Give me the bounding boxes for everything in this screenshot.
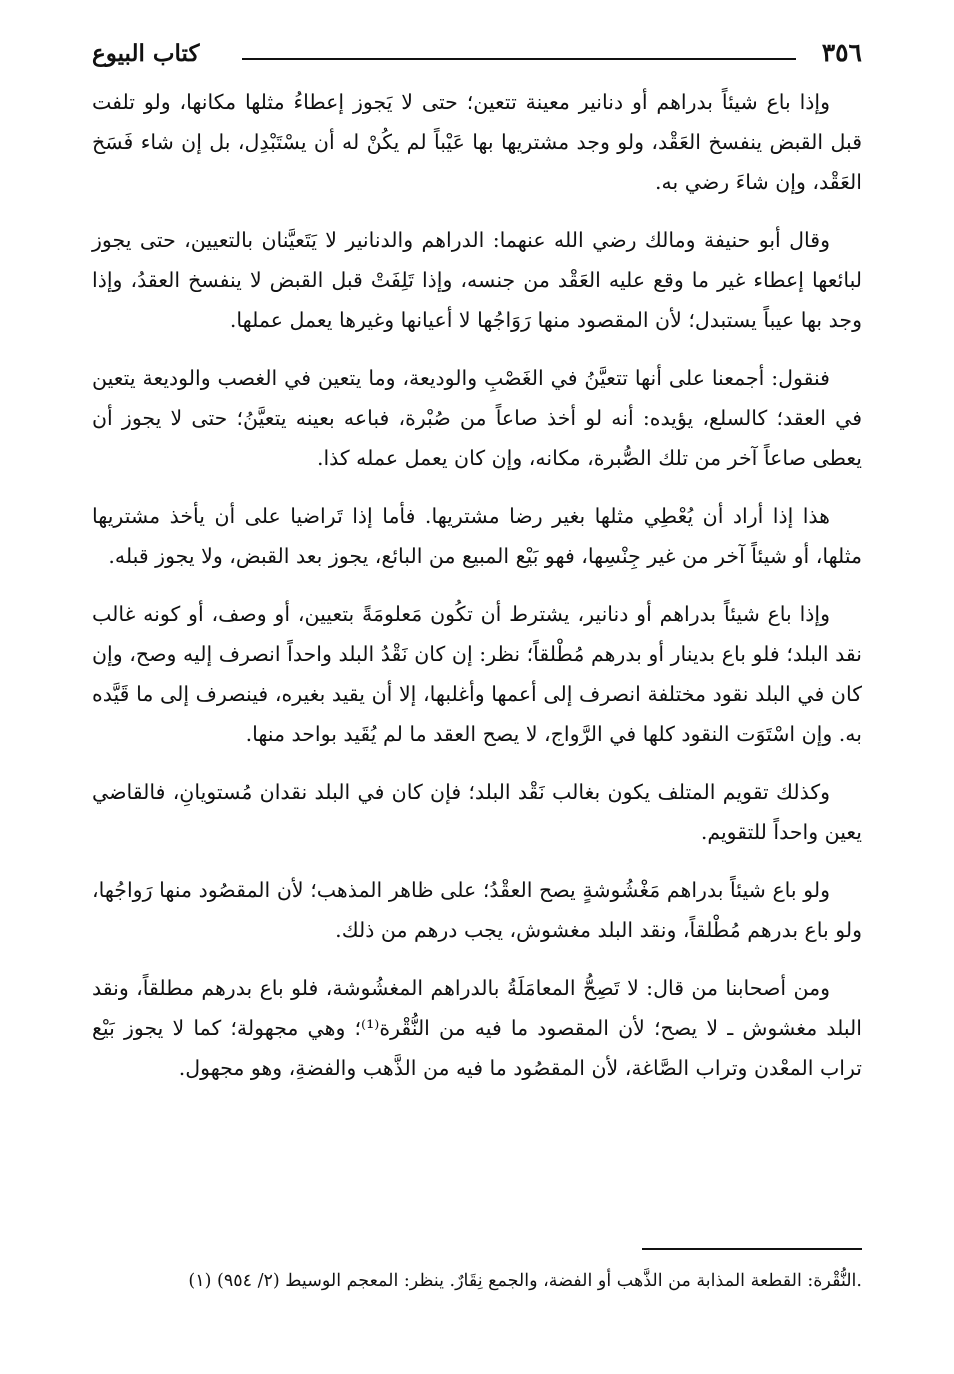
paragraph: ومن أصحابنا من قال: لا تَصِحُّ المعامَلَةُ بالدراهم المغشُوشة، فلو باع بدرهم مطلقاً، ونقد البلد مغشوش ـ لا يصح؛ لأن المقصود ما فيه من النُّقْرة⁽¹⁾؛ وهي مجهولة؛ كما لا يجوز بَيْع تراب المعْدن وتراب الصَّاغة، لأن المقصُود ما فيه من الذَّهب والفضةِ، وهو مجهول. <box>92 976 863 1080</box>
footnote: (١) النُّقْرة: القطعة المذابة من الذَّهب أو الفضة، والجمع نِقَارٌ. ينظر: المعجم الوسيط (٢/ ٩٥٤). <box>188 1271 862 1291</box>
paragraph: وإذا باع شيئاً بدراهم أو دنانير، يشترط أن تكُون مَعلومَةً بتعيين، أو وصف، أو كونه غالب نقد البلد؛ فلو باع بدينار أو بدرهم مُطْلقاً؛ نظر: إن كان نَقْدُ البلد واحداً انصرف إليه وصح، وإن كان في البلد نقود مختلفة انصرف إلى أعمها وأغلبها، إلا أن يقيد بغيره، فينصرف إلى ما قَيَّده به. وإن اسْتَوَت النقود كلها في الرَّواج، لا يصح العقد ما لم يُقَيد بواحد منها. <box>92 602 862 746</box>
header-rule <box>242 58 796 60</box>
paragraph: وقال أبو حنيفة ومالك رضي الله عنهما: الدراهم والدنانير لا يَتَعيَّنان بالتعيين، حتى يجوز لبائعها إعطاء غير ما وقع عليه العَقْد من جنسه، وإذا تَلِفَتْ قبل القبض لا ينفسخ العقدُ، وإذا وجد بها عيباً يستبدل؛ لأن المقصود منها رَوَاجُها لا أعيانها وغيرها يعمل عملها. <box>92 228 862 332</box>
paragraph: فنقول: أجمعنا على أنها تتعيَّنُ في الغَصْبِ والوديعة، وما يتعين في الغصب والوديعة يتعين في العقد؛ كالسلع، يؤيده: أنه لو أخذ صاعاً من صُبْرة، فباعه بعينه يتعيَّنُ؛ حتى لا يجوز أن يعطى صاعاً آخر من تلك الصُّبرة، مكانه، وإن كان يعمل عمله كذا. <box>92 366 862 470</box>
page-number: ٣٥٦ <box>821 38 862 67</box>
paragraph: وإذا باع شيئاً بدراهم أو دنانير معينة تتعين؛ حتى لا يَجوز إعطاءُ مثلها مكانها، ولو تلفت قبل القبض ينفسخ العَقْد، ولو وجد مشتريها بها عَيْباً لم يكُنْ له أن يسْتَبْدِل، بل إن شاء فَسَخ العَقْد، وإن شاءَ رضي به. <box>92 90 862 194</box>
page-header <box>92 36 862 82</box>
paragraph: ولو باع شيئاً بدراهم مَغْشُوشةٍ يصح العقْدُ؛ على ظاهر المذهب؛ لأن المقصُود منها رَواجُها، ولو باع بدرهم مُطْلقاً، ونقد البلد مغشوش، يجب درهم من ذلك. <box>92 878 862 942</box>
main-text <box>92 82 862 1088</box>
paragraph: هذا إذا أراد أن يُعْطِي مثلها بغير رضا مشتريها. فأما إذا تَراضيا على أن يأخذ مشتريها مثلها، أو شيئاً آخر من غير جِنْسِها، فهو بَيْع المبيع من البائع، يجوز بعد القبض، ولا يجوز قبله. <box>92 504 862 568</box>
footnote-separator <box>642 1248 862 1250</box>
paragraph: وكذلك تقويم المتلف يكون بغالب نَقْد البلد؛ فإن كان في البلد نقدان مُستويانِ، فالقاضي يعين واحداً للتقويم. <box>92 780 862 844</box>
running-title: كتاب البيوع <box>92 40 200 67</box>
